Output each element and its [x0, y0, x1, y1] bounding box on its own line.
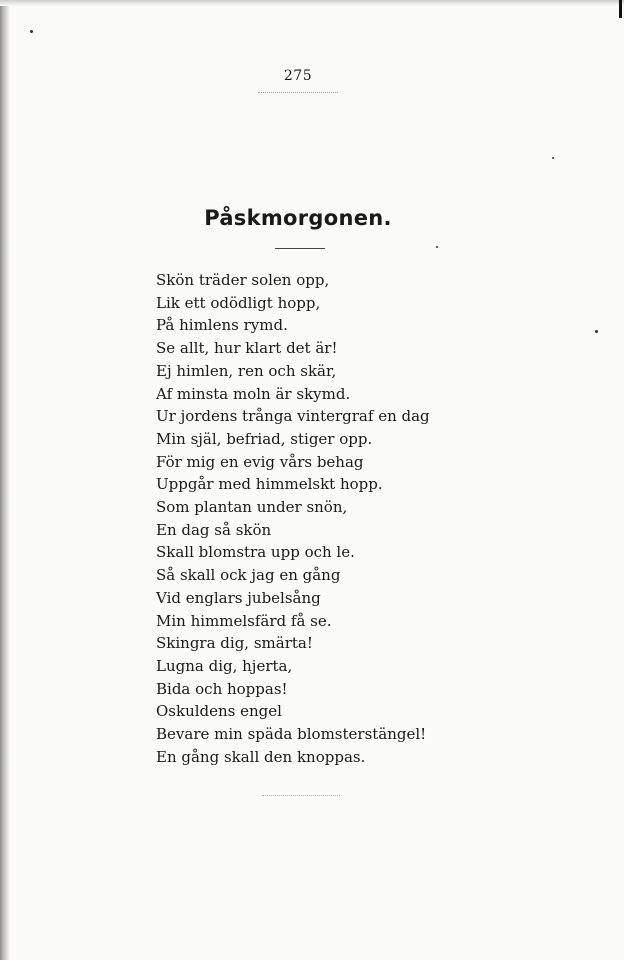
poem-body [156, 269, 430, 768]
poem-line: Skön träder solen opp, [156, 271, 330, 289]
title-rule [275, 248, 325, 249]
poem-line: Vid englars jubelsång [156, 588, 321, 607]
ink-speck [30, 30, 33, 33]
poem-line: Min själ, befriad, stiger opp. [156, 429, 373, 448]
poem-line: Skingra dig, smärta! [156, 634, 313, 653]
poem-line: Bida och hoppas! [156, 679, 288, 698]
ink-speck [595, 330, 598, 333]
poem-line: Uppgår med himmelskt hopp. [156, 475, 383, 494]
poem-line: Lik ett odödligt hopp, [156, 293, 321, 312]
poem-line: Så skall ock jag en gång [156, 566, 341, 585]
end-rule [262, 795, 340, 796]
poem-line: Ej himlen, ren och skär, [156, 361, 337, 380]
page-number-rule [258, 92, 338, 93]
page-top-edge [0, 0, 624, 6]
poem-line: På himlens rymd. [156, 316, 288, 335]
ink-speck [436, 246, 438, 248]
poem-line: Af minsta moln är skymd. [156, 384, 351, 403]
ink-speck [552, 157, 554, 159]
poem-line: Som plantan under snön, [156, 498, 348, 517]
edge-mark [619, 0, 622, 18]
poem-line: En gång skall den knoppas. [156, 747, 366, 766]
page-number: 275 [283, 68, 313, 84]
poem-line: Lugna dig, hjerta, [156, 656, 293, 675]
poem-line: Ur jordens trånga vintergraf en dag [156, 407, 430, 426]
page-binding-edge [0, 0, 10, 960]
poem-line: Skall blomstra upp och le. [156, 543, 355, 562]
poem-title: Påskmorgonen. [204, 206, 392, 230]
poem-line: Oskuldens engel [156, 702, 282, 721]
poem-line: En dag så skön [156, 520, 272, 539]
poem-line: Min himmelsfärd få se. [156, 611, 332, 630]
poem-line: Se allt, hur klart det är! [156, 339, 338, 358]
poem-line: Bevare min späda blomsterstängel! [156, 725, 427, 744]
poem-line: För mig en evig vårs behag [156, 452, 364, 471]
